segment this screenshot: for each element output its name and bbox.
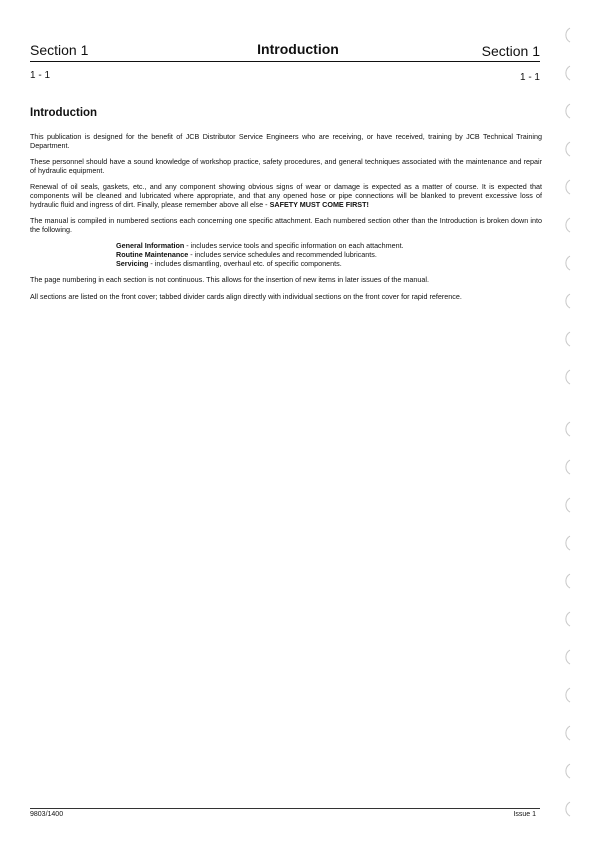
footer-issue: Issue 1 — [513, 811, 536, 818]
header-section-left: Section 1 — [30, 42, 89, 58]
footer-doc-number: 9803/1400 — [30, 811, 64, 818]
body-text — [30, 133, 542, 309]
header-section-right: Section 1 — [481, 43, 540, 59]
header-title: Introduction — [257, 41, 339, 57]
footer-rule — [30, 808, 540, 809]
paragraph — [30, 183, 542, 209]
paragraph: All sections are listed on the front cover; tabbed divider cards align directly with individual sections on the front cover for rapid reference. — [30, 291, 462, 301]
paragraph: The manual is compiled in numbered sections each concerning one specific attachment. Each numbered section other than the Introduction is broken down into the following. — [30, 216, 542, 234]
list-desc: - includes service tools and specific information on each attachment. — [184, 241, 404, 251]
list-term: General Information — [116, 241, 185, 251]
header-rule — [30, 61, 540, 62]
list-item — [116, 260, 542, 269]
paragraph-text: Renewal of oil seals, gaskets, etc., and any component showing obvious signs of wear or damage is expected as a matter of course. It is expected that components will be cleaned and lubricated where appropriate, and that any opened hose or pipe connections will be blanked to prevent excessive loss of hydraulic fluid and ingress of dirt. Finally, please remember above all else - — [30, 182, 542, 209]
list-term: Routine Maintenance — [116, 249, 189, 259]
list-term: Servicing — [116, 258, 149, 268]
paragraph: The page numbering in each section is not continuous. This allows for the insertion of new items in later issues of the manual. — [30, 275, 429, 285]
safety-emphasis: SAFETY MUST COME FIRST! — [269, 199, 369, 209]
page-number-left: 1 - 1 — [30, 70, 51, 81]
list-desc: - includes service schedules and recommended lubricants. — [188, 249, 377, 259]
binder-holes-decoration — [548, 20, 588, 835]
page-number-right: 1 - 1 — [519, 72, 540, 83]
paragraph: These personnel should have a sound knowledge of workshop practice, safety procedures, and general techniques associated with the maintenance and repair of hydraulic equipment. — [30, 157, 542, 175]
list-desc: - includes dismantling, overhaul etc. of specific components. — [148, 258, 342, 268]
section-breakdown-list — [116, 242, 542, 268]
paragraph: This publication is designed for the benefit of JCB Distributor Service Engineers who are receiving, or have received, training by JCB Technical Training Department. — [30, 132, 542, 150]
section-heading: Introduction — [30, 107, 98, 119]
